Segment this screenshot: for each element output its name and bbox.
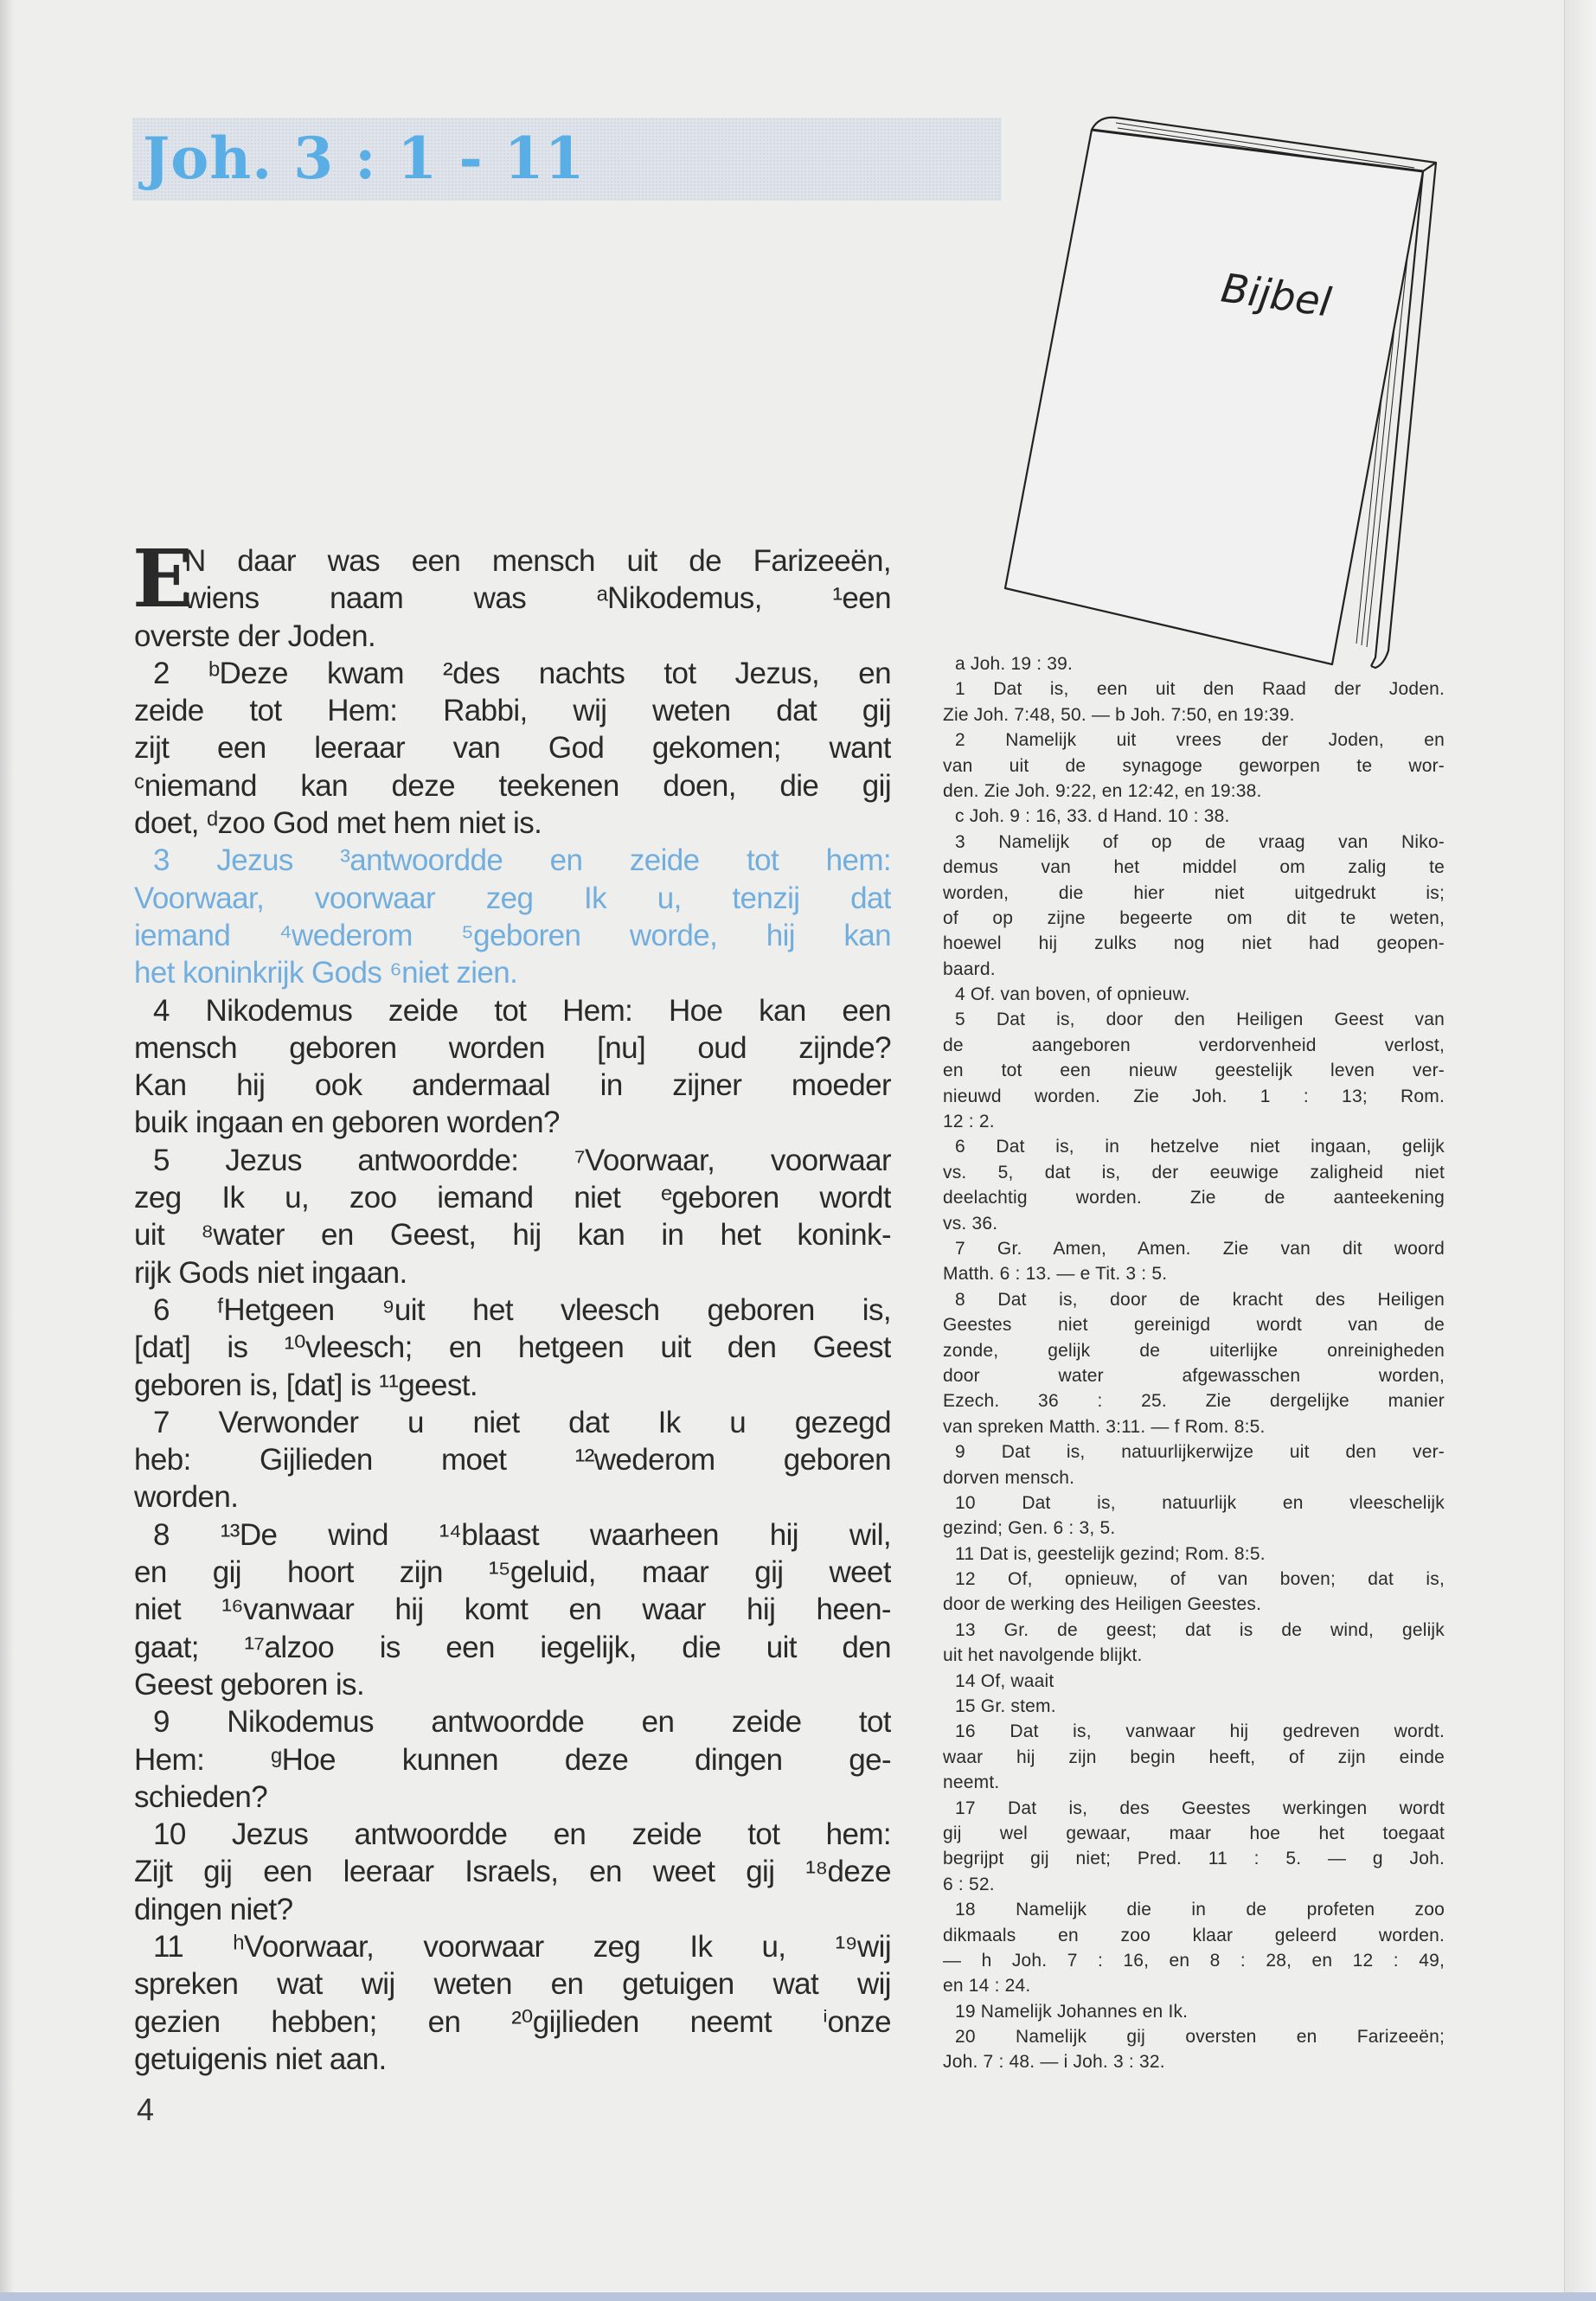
footnote-line: dorven mensch. bbox=[943, 1467, 1075, 1488]
footnote-line: nieuwd worden. Zie Joh. 1 : 13; Rom. bbox=[943, 1086, 1445, 1106]
verse-line: uit ⁸water en Geest, hij kan in het konink- bbox=[134, 1218, 891, 1253]
footnote-line: c Joh. 9 : 16, 33. d Hand. 10 : 38. bbox=[955, 806, 1230, 827]
footnote-line: 14 Of, waait bbox=[955, 1670, 1054, 1691]
verse-line: worden. bbox=[134, 1480, 239, 1515]
footnote-line: hoewel hij zulks nog niet had geopen- bbox=[943, 933, 1445, 954]
verse-line: heb: Gijlieden moet ¹²wederom geboren bbox=[134, 1443, 891, 1477]
verse-line: 6 ᶠHetgeen ⁹uit het vleesch geboren is, bbox=[153, 1292, 891, 1327]
page-number: 4 bbox=[137, 2092, 155, 2127]
footnote-line: baard. bbox=[943, 958, 996, 979]
footnote bbox=[943, 1897, 1445, 1999]
footnote bbox=[943, 1287, 1445, 1439]
verse-line: dingen niet? bbox=[134, 1892, 293, 1926]
verse-line: overste der Joden. bbox=[134, 619, 376, 653]
verse bbox=[134, 1292, 891, 1404]
verse-line: 3 Jezus ³antwoordde en zeide tot hem: bbox=[153, 843, 891, 878]
verse-line: 8 ¹³De wind ¹⁴blaast waarheen hij wil, bbox=[153, 1517, 891, 1552]
footnote-line: 17 Dat is, des Geestes werkingen wordt bbox=[955, 1798, 1445, 1818]
bible-label: Bijbel bbox=[1218, 264, 1335, 326]
footnote-line: den. Zie Joh. 9:22, en 12:42, en 19:38. bbox=[943, 780, 1262, 801]
verse-line: getuigenis niet aan. bbox=[134, 2041, 387, 2076]
footnote bbox=[943, 1007, 1445, 1134]
verse-line: gaat; ¹⁷alzoo is een iegelijk, die uit den bbox=[134, 1630, 891, 1664]
verse-line: zijt een leeraar van God gekomen; want bbox=[134, 731, 891, 766]
footnote-line: Ezech. 36 : 25. Zie dergelijke manier bbox=[943, 1391, 1445, 1412]
footnote-line: of op zijne begeerte om dit te weten, bbox=[943, 907, 1445, 928]
verse-line: Zijt gij een leeraar Israels, en weet gij ¹⁸deze bbox=[134, 1855, 891, 1889]
footnote-line: waar hij zijn begin heeft, of zijn einde bbox=[943, 1747, 1445, 1767]
footnote bbox=[943, 1541, 1445, 1567]
bible-illustration bbox=[986, 104, 1471, 692]
verse-line: geboren is, [dat] is ¹¹geest. bbox=[134, 1368, 478, 1402]
verse-line: 5 Jezus antwoordde: ⁷Voorwaar, voorwaar bbox=[153, 1143, 891, 1177]
verse bbox=[134, 1928, 891, 2078]
verse-line: iemand ⁴wederom ⁵geboren worde, hij kan bbox=[134, 918, 891, 952]
footnote-line: 3 Namelijk of op de vraag van Niko- bbox=[955, 831, 1445, 852]
footnote-line: 19 Namelijk Johannes en Ik. bbox=[955, 2001, 1189, 2022]
footnote-line: van spreken Matth. 3:11. — f Rom. 8:5. bbox=[943, 1416, 1266, 1437]
footnote-line: neemt. bbox=[943, 1772, 1000, 1793]
verse-line: rijk Gods niet ingaan. bbox=[134, 1255, 407, 1290]
footnote-line: 2 Namelijk uit vrees der Joden, en bbox=[955, 730, 1445, 751]
footnote bbox=[943, 1999, 1445, 2024]
footnote-line: dikmaals en zoo klaar geleerd worden. bbox=[943, 1925, 1445, 1945]
footnote-line: 1 Dat is, een uit den Raad der Joden. bbox=[955, 679, 1445, 700]
page-bottom-edge bbox=[0, 2292, 1596, 2301]
verse-line: Kan hij ook andermaal in zijner moeder bbox=[134, 1068, 891, 1103]
footnote-line: van uit de synagoge geworpen te wor- bbox=[943, 755, 1445, 776]
verse-line: Hem: ᵍHoe kunnen deze dingen ge- bbox=[134, 1742, 891, 1777]
footnote bbox=[943, 727, 1445, 804]
drop-cap: E bbox=[132, 532, 194, 625]
footnote-line: 4 Of. van boven, of opnieuw. bbox=[955, 984, 1190, 1005]
footnote-line: de aangeboren verdorvenheid verlost, bbox=[943, 1035, 1445, 1055]
footnote-line: 13 Gr. de geest; dat is de wind, gelijk bbox=[955, 1619, 1445, 1640]
verse-line: het koninkrijk Gods ⁶niet zien. bbox=[134, 956, 518, 990]
title-band bbox=[132, 118, 1002, 201]
footnote-line: 5 Dat is, door den Heiligen Geest van bbox=[955, 1009, 1445, 1030]
footnote bbox=[943, 1719, 1445, 1795]
verse bbox=[134, 655, 891, 842]
footnote-line: 11 Dat is, geestelijk gezind; Rom. 8:5. bbox=[955, 1543, 1266, 1564]
footnote-line: demus van het middel om zalig te bbox=[943, 857, 1445, 878]
verse bbox=[134, 1516, 891, 1703]
verse bbox=[134, 542, 891, 655]
page-right-edge bbox=[1564, 0, 1596, 2301]
verse-line: 10 Jezus antwoordde en zeide tot hem: bbox=[153, 1817, 891, 1852]
footnote bbox=[943, 1618, 1445, 1669]
footnote bbox=[943, 651, 1445, 676]
footnote-line: 18 Namelijk die in de profeten zoo bbox=[955, 1900, 1445, 1920]
footnote bbox=[943, 1796, 1445, 1898]
footnote-line: door de werking des Heiligen Geestes. bbox=[943, 1594, 1262, 1615]
verse-line: en gij hoort zijn ¹⁵geluid, maar gij weet bbox=[134, 1555, 891, 1590]
verse-line: schieden? bbox=[134, 1779, 268, 1814]
footnotes-column bbox=[943, 651, 1445, 2075]
footnote bbox=[943, 1236, 1445, 1287]
footnote bbox=[943, 830, 1445, 982]
verse-line: N daar was een mensch uit de Farizeeën, bbox=[184, 544, 891, 578]
footnote bbox=[943, 1694, 1445, 1719]
footnote-line: 6 : 52. bbox=[943, 1874, 995, 1894]
footnote-line: Matth. 6 : 13. — e Tit. 3 : 5. bbox=[943, 1264, 1168, 1285]
footnote bbox=[943, 2024, 1445, 2075]
bible-book-icon bbox=[986, 104, 1471, 692]
page-title: Joh. 3 : 1 - 11 bbox=[143, 125, 586, 192]
footnote-line: 7 Gr. Amen, Amen. Zie van dit woord bbox=[955, 1238, 1445, 1259]
footnote-line: en 14 : 24. bbox=[943, 1976, 1031, 1997]
footnote-line: 12 Of, opnieuw, of van boven; dat is, bbox=[955, 1569, 1445, 1590]
footnote-line: en tot een nieuw geestelijk leven ver- bbox=[943, 1061, 1445, 1081]
verse-line: 9 Nikodemus antwoordde en zeide tot bbox=[153, 1705, 891, 1740]
verse-line: zeg Ik u, zoo iemand niet ᵉgeboren wordt bbox=[134, 1181, 891, 1215]
verse-line: niet ¹⁶vanwaar hij komt en waar hij heen- bbox=[134, 1593, 891, 1627]
verse-line: [dat] is ¹⁰vleesch; en hetgeen uit den Geest bbox=[134, 1330, 891, 1365]
footnote-line: deelachtig worden. Zie de aanteekening bbox=[943, 1188, 1445, 1208]
footnote-line: worden, die hier niet uitgedrukt is; bbox=[943, 882, 1445, 903]
footnote-line: uit het navolgende blijkt. bbox=[943, 1645, 1143, 1666]
footnote bbox=[943, 1134, 1445, 1236]
footnote bbox=[943, 676, 1445, 727]
footnote-line: 10 Dat is, natuurlijk en vleeschelijk bbox=[955, 1492, 1445, 1513]
footnote-line: Zie Joh. 7:48, 50. — b Joh. 7:50, en 19:39. bbox=[943, 704, 1295, 725]
verse-line: buik ingaan en geboren worden? bbox=[134, 1106, 560, 1140]
verse bbox=[134, 1142, 891, 1292]
verse bbox=[134, 1404, 891, 1516]
footnote-line: Geestes niet gereinigd wordt van de bbox=[943, 1315, 1445, 1336]
verse bbox=[134, 1703, 891, 1816]
verse-line: 2 ᵇDeze kwam ²des nachts tot Jezus, en bbox=[153, 656, 891, 690]
verse-line: spreken wat wij weten en getuigen wat wij bbox=[134, 1967, 891, 2002]
footnote bbox=[943, 982, 1445, 1007]
footnote bbox=[943, 1490, 1445, 1541]
verse bbox=[134, 1816, 891, 1928]
footnote-line: zonde, gelijk de uiterlijke onreinigheden bbox=[943, 1340, 1445, 1361]
footnote bbox=[943, 1439, 1445, 1490]
footnote-line: Joh. 7 : 48. — i Joh. 3 : 32. bbox=[943, 2052, 1165, 2073]
footnote-line: 8 Dat is, door de kracht des Heiligen bbox=[955, 1289, 1445, 1310]
verse-line: 4 Nikodemus zeide tot Hem: Hoe kan een bbox=[153, 993, 891, 1028]
footnote-line: a Joh. 19 : 39. bbox=[955, 654, 1074, 674]
footnote-line: 12 : 2. bbox=[943, 1112, 995, 1132]
verse-line: 7 Verwonder u niet dat Ik u gezegd bbox=[153, 1405, 891, 1439]
footnote-line: gezind; Gen. 6 : 3, 5. bbox=[943, 1518, 1116, 1539]
verse-line: mensch geboren worden [nu] oud zijnde? bbox=[134, 1030, 891, 1065]
footnote bbox=[943, 804, 1445, 829]
footnote-line: vs. 36. bbox=[943, 1213, 998, 1234]
footnote-line: 16 Dat is, vanwaar hij gedreven wordt. bbox=[955, 1721, 1445, 1742]
footnote-line: vs. 5, dat is, der eeuwige zaligheid niet bbox=[943, 1162, 1445, 1183]
verse-line: zeide tot Hem: Rabbi, wij weten dat gij bbox=[134, 694, 891, 728]
verse-highlighted bbox=[134, 842, 891, 991]
footnote-line: — h Joh. 7 : 16, en 8 : 28, en 12 : 49, bbox=[943, 1950, 1445, 1971]
page-left-edge bbox=[0, 0, 14, 2301]
footnote bbox=[943, 1567, 1445, 1618]
footnote-line: begrijpt gij niet; Pred. 11 : 5. — g Joh. bbox=[943, 1849, 1445, 1869]
verse-line: ᶜniemand kan deze teekenen doen, die gij bbox=[134, 768, 891, 803]
verse-line: 11 ʰVoorwaar, voorwaar zeg Ik u, ¹⁹wij bbox=[153, 1929, 891, 1964]
footnote bbox=[943, 1669, 1445, 1694]
footnote-line: 9 Dat is, natuurlijkerwijze uit den ver- bbox=[955, 1442, 1445, 1463]
footnote-line: gij wel gewaar, maar hoe het toegaat bbox=[943, 1823, 1445, 1843]
footnote-line: 15 Gr. stem. bbox=[955, 1696, 1056, 1717]
scripture-text bbox=[132, 532, 891, 2078]
verse-line: gezien hebben; en ²⁰gijlieden neemt ⁱonze bbox=[134, 2004, 891, 2039]
footnote-line: 20 Namelijk gij oversten en Farizeeën; bbox=[955, 2027, 1445, 2048]
verse-line: wiens naam was ᵃNikodemus, ¹een bbox=[184, 581, 891, 616]
footnote-line: 6 Dat is, in hetzelve niet ingaan, gelijk bbox=[955, 1137, 1445, 1157]
verse-line: doet, ᵈzoo God met hem niet is. bbox=[134, 806, 542, 841]
verse-line: Geest geboren is. bbox=[134, 1667, 365, 1702]
verse bbox=[134, 992, 891, 1142]
verse-line: Voorwaar, voorwaar zeg Ik u, tenzij dat bbox=[134, 881, 891, 915]
footnote-line: door water afgewasschen worden, bbox=[943, 1365, 1445, 1386]
